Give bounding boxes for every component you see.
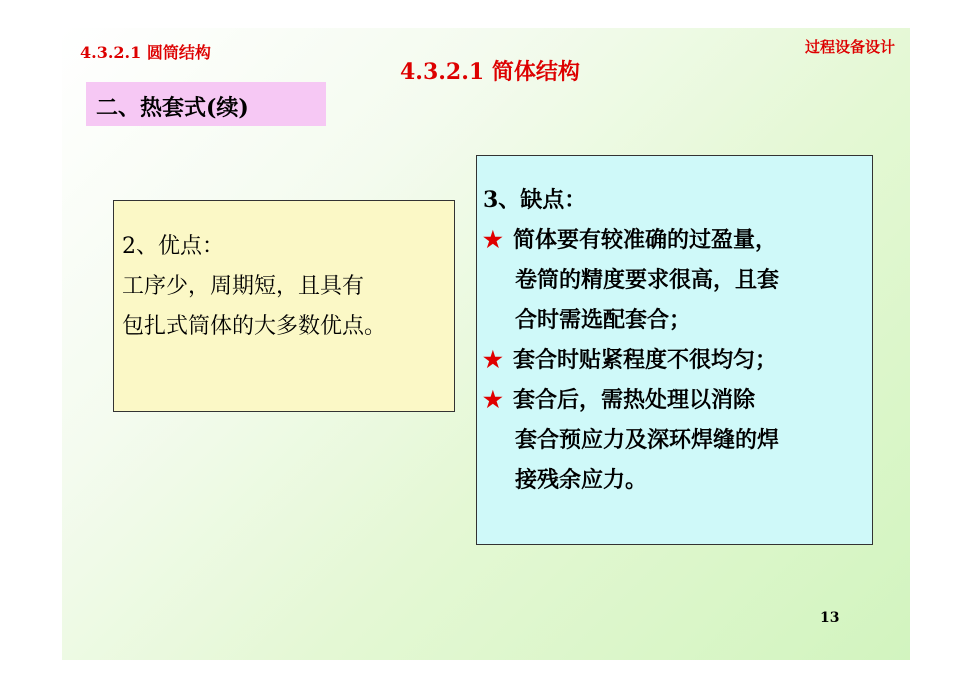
red-star-icon: ★: [483, 227, 503, 253]
bullet-continuation: 合时需选配套合；: [515, 307, 692, 333]
section-breadcrumb: 4.3.2.1 圆筒结构: [80, 43, 211, 62]
bullet-item: [483, 220, 872, 260]
red-star-icon: ★: [483, 347, 503, 373]
disadvantages-box: [476, 155, 873, 545]
bullet-continuation: 卷筒的精度要求很高，且套: [515, 267, 780, 293]
bullet-text: 套合后，需热处理以消除: [513, 387, 756, 413]
disadvantages-heading: 3、缺点：: [483, 187, 587, 213]
advantages-box: [113, 200, 455, 412]
advantages-heading: 2、优点：: [122, 234, 224, 259]
course-title: 过程设备设计: [804, 38, 895, 56]
bullet-text: 简体要有较准确的过盈量，: [513, 227, 778, 253]
page-number: 13: [820, 610, 840, 626]
advantages-line: 工序少，周期短，且具有: [122, 274, 365, 299]
slide-title: 4.3.2.1 简体结构: [400, 59, 580, 85]
subheading: 二、热套式(续): [86, 82, 326, 126]
bullet-continuation: 套合预应力及深环焊缝的焊: [515, 427, 780, 453]
bullet-item: [483, 340, 872, 380]
advantages-line: 包扎式筒体的大多数优点。: [122, 314, 387, 339]
bullet-continuation: 接残余应力。: [515, 467, 648, 493]
bullet-item: [483, 380, 872, 420]
red-star-icon: ★: [483, 387, 503, 413]
bullet-text: 套合时贴紧程度不很均匀；: [513, 347, 778, 373]
